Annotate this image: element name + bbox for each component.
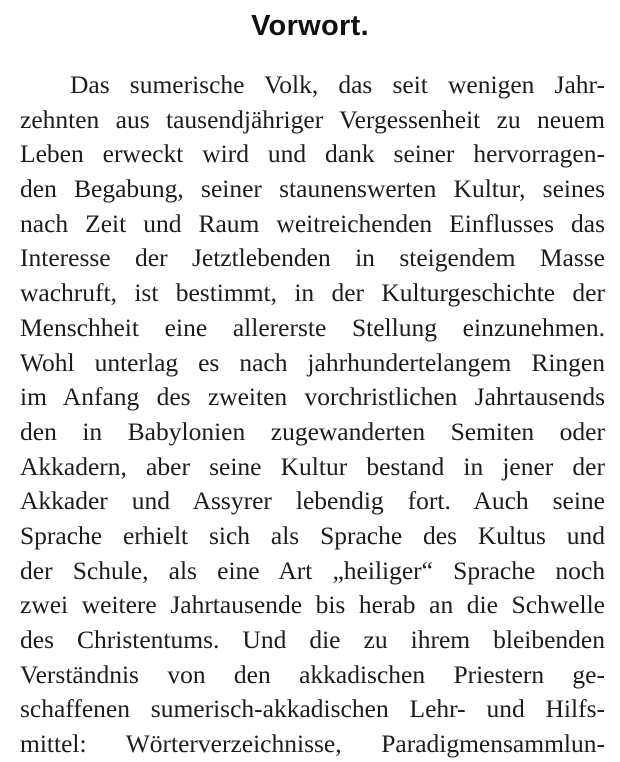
text-line: Menschheit eine allererste Stellung einzunehmen. — [20, 312, 605, 342]
text-line: wachruft, ist bestimmt, in der Kulturgeschichte der — [20, 278, 605, 308]
text-line: Sprache erhielt sich als Sprache des Kultus und — [20, 520, 605, 550]
text-line: den Begabung, seiner staunenswerten Kultur, seines — [20, 174, 605, 204]
text-line: Akkadern, aber seine Kultur bestand in jener der — [20, 451, 605, 481]
text-line: Interesse der Jetztlebenden in steigendem Masse — [20, 243, 605, 273]
text-line: nach Zeit und Raum weitreichenden Einflusses das — [20, 208, 605, 238]
page-title: Vorwort. — [251, 10, 369, 42]
text-line: des Christentums. Und die zu ihrem bleibenden — [20, 625, 605, 654]
text-line: zehnten aus tausendjähriger Vergessenheit zu neuem — [20, 104, 605, 134]
text-line: Wohl unterlag es nach jahrhundertelangem Ringen — [20, 347, 605, 377]
text-line: schaffenen sumerisch-akkadischen Lehr- und Hilfs- — [20, 694, 605, 724]
text-line: Das sumerische Volk, das seit wenigen Jahr- — [70, 70, 605, 99]
text-line: Akkader und Assyrer lebendig fort. Auch seine — [20, 486, 605, 516]
text-line: mittel: Wörterverzeichnisse, Paradigmensammlun- — [20, 729, 605, 759]
text-line: Leben erweckt wird und dank seiner hervorragen- — [20, 139, 605, 169]
text-line: der Schule, als eine Art „heiliger“ Sprache noch — [20, 555, 605, 585]
body-paragraph — [20, 68, 605, 762]
text-line: im Anfang des zweiten vorchristlichen Jahrtausends — [20, 382, 605, 412]
text-line: zwei weitere Jahrtausende bis herab an die Schwelle — [20, 590, 605, 620]
text-line: Verständnis von den akkadischen Priestern ge- — [20, 659, 605, 689]
text-line: den in Babylonien zugewanderten Semiten oder — [20, 416, 605, 446]
